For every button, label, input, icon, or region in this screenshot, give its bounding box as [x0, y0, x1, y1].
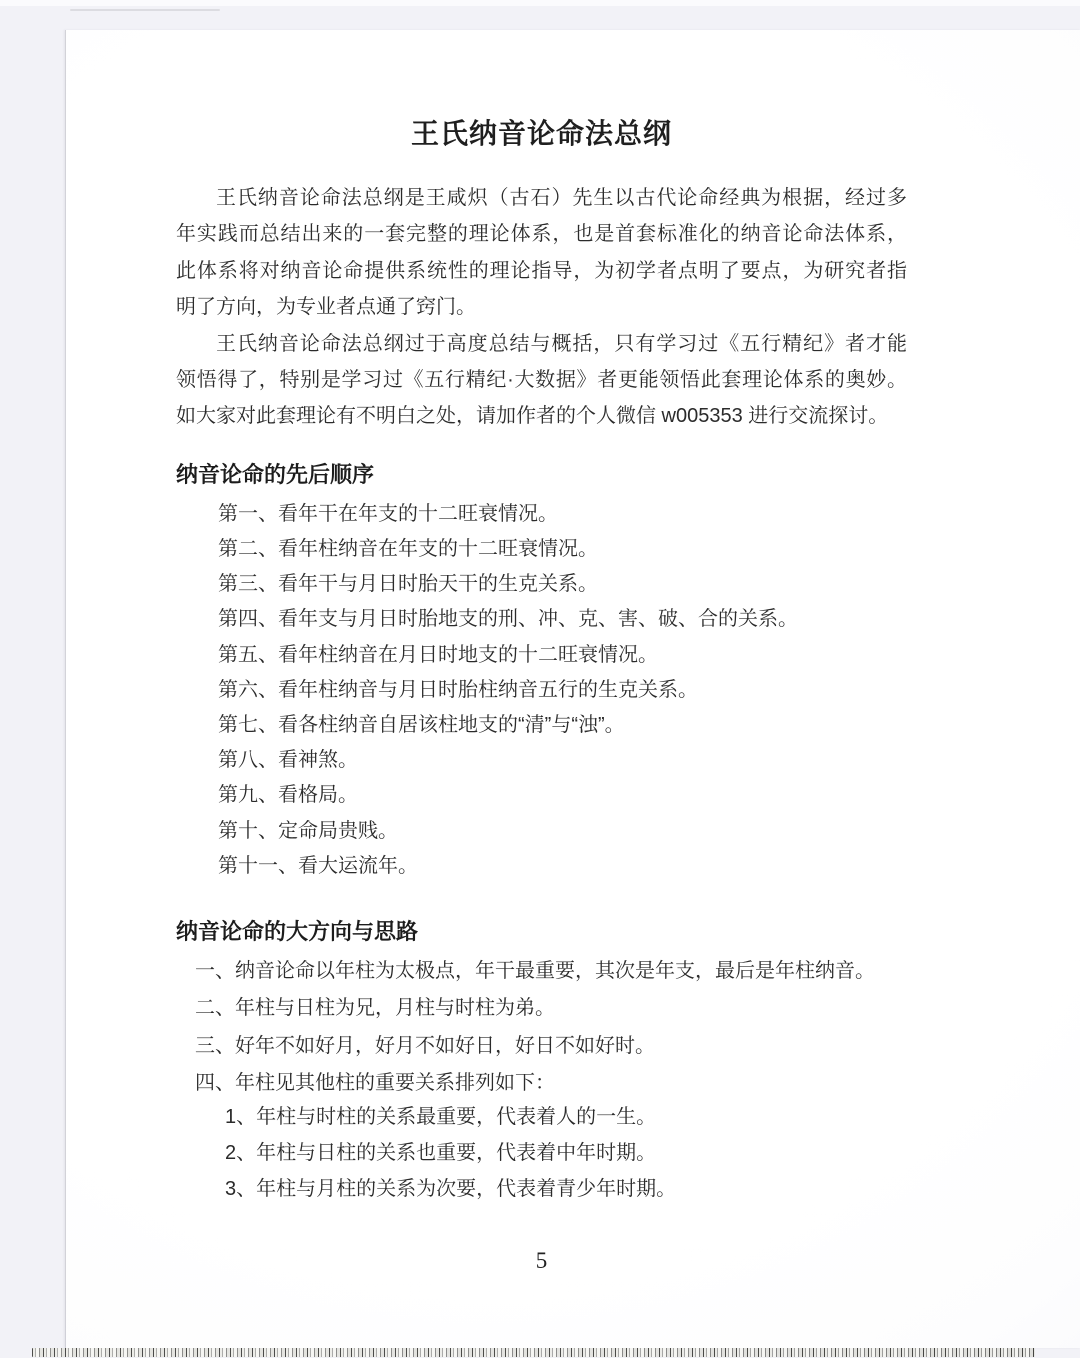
- list-item: 四、年柱见其他柱的重要关系排列如下：: [195, 1072, 555, 1095]
- list-item: 第四、看年支与月日时胎地支的刑、冲、克、害、破、合的关系。: [218, 608, 798, 631]
- list-item: 第十、定命局贵贱。: [218, 819, 398, 842]
- list-item: 一、纳音论命以年柱为太极点，年干最重要，其次是年支，最后是年柱纳音。: [195, 960, 875, 983]
- paragraph-line: 明了方向，为专业者点通了窍门。: [176, 296, 476, 319]
- paragraph-line: 王氏纳音论命法总纲是王咸炽（古石）先生以古代论命经典为根据，经过多: [216, 187, 907, 209]
- page-title: 王氏纳音论命法总纲: [410, 118, 672, 149]
- book-pages-edge-texture: [32, 1348, 1035, 1357]
- list-item: 1、年柱与时柱的关系最重要，代表着人的一生。: [225, 1105, 657, 1128]
- paragraph-line: 如大家对此套理论有不明白之处，请加作者的个人微信 w005353 进行交流探讨。: [176, 405, 889, 428]
- section-heading-order: 纳音论命的先后顺序: [176, 461, 375, 487]
- sub-items-list: [176, 1099, 907, 1208]
- list-item: 第十一、看大运流年。: [218, 854, 418, 877]
- paragraph: [176, 326, 907, 435]
- list-item: 第一、看年干在年支的十二旺衰情况。: [218, 502, 558, 525]
- list-item: 2、年柱与日柱的关系也重要，代表着中年时期。: [225, 1141, 657, 1164]
- page-content: [176, 0, 907, 1207]
- list-item: 第六、看年柱纳音与月日时胎柱纳音五行的生克关系。: [218, 678, 698, 701]
- paragraph-line: 年实践而总结出来的一套完整的理论体系，也是首套标准化的纳音论命法体系，: [176, 223, 907, 246]
- section-heading-direction: 纳音论命的大方向与思路: [176, 919, 419, 945]
- list-item: 三、好年不如好月，好月不如好日，好日不如好时。: [195, 1034, 655, 1057]
- list-item: 第五、看年柱纳音在月日时地支的十二旺衰情况。: [218, 643, 658, 666]
- paragraph-line: 王氏纳音论命法总纲过于高度总结与概括，只有学习过《五行精纪》者才能: [216, 332, 907, 355]
- list-item: 第三、看年干与月日时胎天干的生克关系。: [218, 573, 598, 596]
- list-item: 二、年柱与日柱为兄，月柱与时柱为弟。: [195, 997, 555, 1020]
- list-item: 第二、看年柱纳音在年支的十二旺衰情况。: [218, 538, 598, 561]
- list-item: 第七、看各柱纳音自居该柱地支的“清”与“浊”。: [218, 714, 625, 737]
- ordered-steps-list: [176, 497, 907, 884]
- principles-list: [176, 953, 907, 1103]
- page-number: 5: [535, 1248, 548, 1273]
- list-item: 第九、看格局。: [218, 784, 358, 807]
- paragraph-line: 领悟得了，特别是学习过《五行精纪·大数据》者更能领悟此套理论体系的奥妙。: [176, 369, 907, 392]
- paragraph: [176, 180, 907, 326]
- paragraph-line: 此体系将对纳音论命提供系统性的理论指导，为初学者点明了要点，为研究者指: [176, 259, 907, 282]
- list-item: 3、年柱与月柱的关系为次要，代表着青少年时期。: [225, 1178, 677, 1201]
- list-item: 第八、看神煞。: [218, 749, 358, 772]
